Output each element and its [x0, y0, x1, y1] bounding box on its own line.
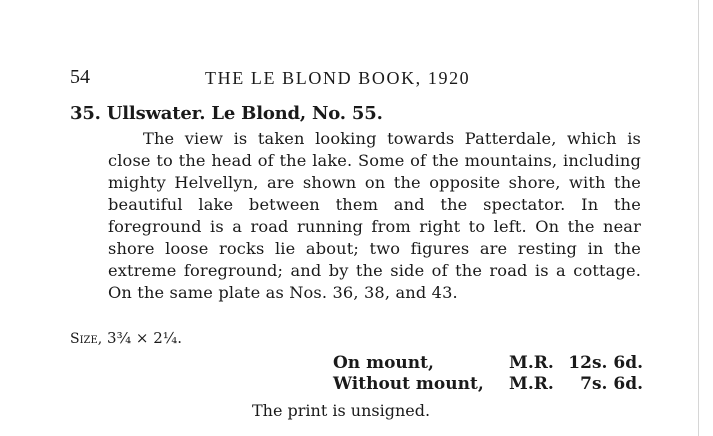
entry-description: The view is taken looking towards Patterdale, which is close to the head of the lake. Some of the mountains, including mighty Helvellyn, are shown on the opposite shore, with the beautiful lake between them and the spectator. In the foreground is a road running from right to left. On the near shore loose rocks lie about; two figures are resting in the extreme foreground; and by the side of the road is a cottage. On the same plate as Nos. 36, 38, and 43. [108, 129, 641, 302]
signature-note: The print is unsigned. [252, 401, 431, 420]
size-label: Size, [70, 331, 103, 347]
entry-title: Ullswater. [106, 103, 206, 124]
print-size [70, 329, 182, 347]
price-source: M.R. [509, 353, 554, 373]
price-row-without-mount [333, 374, 643, 395]
book-title: THE LE BLOND BOOK, 1920 [205, 68, 471, 88]
price-row-on-mount [333, 353, 643, 374]
entry-publisher: Le Blond, No. 55. [211, 103, 383, 124]
price-amount: 7s. 6d. [580, 374, 643, 394]
entry-heading [70, 103, 383, 124]
size-value: 3¾ × 2¼. [107, 329, 183, 347]
price-label: Without mount, [333, 374, 484, 394]
page-edge-divider [698, 0, 699, 436]
running-head [70, 66, 646, 92]
price-label: On mount, [333, 353, 434, 373]
page-number: 54 [70, 66, 90, 88]
price-list [333, 353, 643, 395]
entry-number: 35. [70, 103, 101, 124]
price-source: M.R. [509, 374, 554, 394]
price-amount: 12s. 6d. [568, 353, 643, 373]
